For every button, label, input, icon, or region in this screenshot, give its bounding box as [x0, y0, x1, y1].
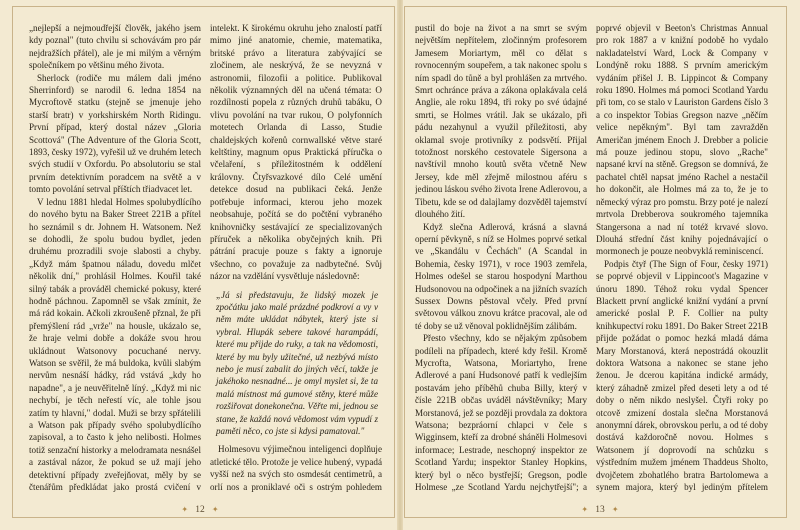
paragraph: poprvé objevil v Beeton's Christmas Annual pro rok 1887 a v knižní podobě ho vydalo nakladatelství Ward, Lock & Company v Londýně roku 1888. S prvním americkým vydáním přišel J. B. Lippincot & Company roku 1890. Holmes má pomoci Scotland Yardu při tom, co se stalo v Lauriston Gardens číslo 3 a co inspektor Tobias Gregson nazve „něčím velice nepěkným". Byl tam zavražděn Američan jménem Enoch J. Drebber a policie má pouze jedinou stopu, slovo „Rache" napsané krví na stěně. Gregson se domnívá, že pachatel chtěl napsat jméno Rachel a nestačil ho dokončit, ale Holmes má za to, že je to německý výraz pro pomstu. Brzy poté je nalezí mrtvola Drebberova soukromého tajemníka Stangersona a nad ní totéž krvavé slovo. Dlouhá střední část knihy pojednávající o mormonech je pouze neobvyklá reminiscencí. — [596, 23, 768, 257]
paragraph: Podpis čtyř (The Sign of Four, česky 1971) se poprvé objevil v Lippincoot's Magazine v únoru 1890. Téhož roku vydal Spencer Blackett první anglické knižní vydání a první americké poslal P. F. Collier na pulty knihkupectví roku 1891. Do Baker Street 221B přijde požádat o pomoc hezká mladá dáma Mary Morstanová, která nepostrádá okouzlit doktora Watsona a nakonec se stane jeho ženou. Je dcerou kapitána indické armády, který záhadně zmizel před deseti lety a od té doby o něm nikdo neslyšel. Čtyři roky po otcově zmizení dostala slečna Morstanová anonymní dárek, obrovskou perlu, a od té doby dostává každoročně novou. Holmes s Watsonem jí doprovodí na schůzku s výstředním mužem jménem Thaddeus Sholto, dvojčetem zbohatlého bratra Bartolomewa a synem majora, který byl jediným přítelem — [596, 258, 768, 493]
paragraph: Přesto všechny, kdo se nějakým způsobem podíleli na případech, které kdy řešil. Kromě Mycrofta, Watsona, Moriartyho, Irene Adlerové a paní Hudsonové patří k vedlejším postavám jeho příběhů chuba Billy, který v čísle 221B občas uváděl návštěvníky; Mary Morstanová, jež se později provdala za doktora Watsona; bezpráorní chlapci v čele s Wigginsem, kteří za drobné sháněli Holmesovi informace; Lestrade, neschopný inspektor ze Scotland Yardu; inspektor Stanley Hopkins, který byl o něco bystřejší; Gregson, podle Holmese „ze Scotland Yardu nejchytřejší"; a — [415, 333, 587, 493]
block-quote: „Já si představuju, že lidský mozek je zpočátku jako malé prázdné podkroví a vy v něm máte ukládat nábytek, který jste si vybral. Hlupák sebere takové harampádí, které mu přijde do ruky, a tak na vědomosti, které by mu byly užitečné, už nezbývá místo nebo je musí zabalit do jiných věcí, takže je jakéhoko nesnadné... je omyl myslet si, že ta malá místnost má gumové stěny, které může rozšiřovat donekonečna. Věřte mi, jednou se stane, že každá nová vědomost vám vypudí z paměti něco, co jste si kdysi pamatoval." — [216, 289, 378, 436]
ornament-icon: ✦ — [181, 505, 189, 514]
paragraph: V lednu 1881 hledal Holmes spolubydlícího do nového bytu na Baker Street 221B a přítel ho seznámil s dr. Johnem H. Watsonem. Než se dohodli, že spolu budou bydlet, jeden druhému prozradili svoje slabosti a chyby. „Když mám špatnou náladu, dovedu mlčet několik dní," prohlásil Holmes. Kouřil také silný tabák a prováděl chemické pokusy, které hodně páchnou. Zapomněl se však zmínit, že má rád kokain. Ačkoli zkroušeně přznal, že při přemýšlení rád „vrže" na housle, ukázalo se, že hraje velmi dobře a dokáže svou hrou ukládnout Watsonovy pocuchané nervy. Watson se svěřil, že má buldoka, kvůli slabým nervům nesnáší hádky, rád vstává „kdy ho napadne", a je neuvěřitelně líný. „Když mi nic nechybí, je těch neřestí víc, ale tohle jsou zatím ty hlavní," dodal. Muži se brzy spřátelili a Watson pak případy svého spolubydlícího zapisoval, a to často k jeho nelibosti. Holmes totiž senzační historky a melodramata nesnášel a zastával názor, že pokud se už mají jeho detektivní případy zveřejňovat, měly by se čtenářům předkládat jako prostá cvičení v — [29, 196, 201, 493]
ornament-icon: ✦ — [211, 505, 219, 514]
paragraph: „nejlepší a nejmoudřejší člověk, jakého jsem kdy poznal" (tuto chvilu si schovávám pro pár nejdražších přátel), ale je mi milým a věrným společníkem po většinu mého života. — [29, 23, 201, 71]
left-page-column-1 — [29, 22, 201, 494]
paragraph: Sherlock (rodiče mu málem dali jméno Sherrinford) se narodil 6. ledna 1854 na Mycroftově statku (stejně se jmenuje jeho starší bratr) v yorkshirském North Ridingu. První případ, který dostal název „Gloria Scottová" (The Adventure of the Gloria Scott, 1893, česky 1972), vyřešil už ve druhém letech svých studií v Oxfordu. Po absolutoriu se stal prvním detektivním poradcem na světě a v tomto povolání setrval příštích třiadvacet let. — [29, 72, 201, 195]
paragraph: intelekt. K širokému okruhu jeho znalostí patří mimo jiné anatomie, chemie, matematika, britské právo a literatura zabývající se zločinem, ale neskrývá, že se nevyzná v astronomii, filozofii a politice. Publikoval několik významných děl na učená témata: O rozdílnosti popela z různých druhů tabáku, O vlivu povolání na tvar rukou, O polyfonních motetech Orlanda di Lasso, Studie chaldejských kořenů cornwallské větve staré keltštiny, magnum opus Praktická příručka o včelaření, s příležitostném k oddělení královny. Čtyřsvazkové dílo Celé umění detekce dosud na publikaci čeká. Jenže potřebuje informaci, kterou jeho mozek neobsahuje, počítá se do počtění vybraného knihovničky sestávající ze specializovaných příruček a několika obyčejných knih. Při pátrání pracuje pouze s fakty a ignoruje všechno, co považuje za nadbytečné. Svůj názor na vzdělání vysvětluje následovně: — [210, 23, 382, 282]
left-page-number — [150, 505, 250, 515]
page-number-label: 12 — [195, 505, 205, 515]
right-page-number — [550, 505, 650, 515]
paragraph: pustil do boje na život a na smrt se svým největším nepřítelem, zločinným profesorem Jamesem Moriartym, měl co dělat s rovnocenným soupeřem, a tak nakonec spolu s ním spadl do tůně a byl prohlášen za mrtvého. Smrt ochránce práva a zákona oplakávala celá Anglie, ale roku 1894, tři roky po své údajné smrti, se Holmes vrátil. Jak se ukázalo, při pádu nezahynul a využil příležitosti, aby oklamal svoje protivníky z podsvětí. Přijal totožnost norského cestovatele Sigersona a navštívil mnoho koutů světa včetně New Jersey, kde měl zřejmě milostnou aféru s jedinou láskou svého života Irene Adlerovou, a Tibetu, kde se od dalajlamy dozvěděl tajemství dlouhého žití. — [415, 23, 587, 220]
book-gutter — [397, 0, 403, 530]
paragraph: Když slečna Adlerová, krásná a slavná operní pěvkyně, s níž se Holmes poprvé setkal ve „Skandálu v Čechách" (A Scandal in Bohemia, česky 1971), v roce 1903 zemřela, Holmes odešel se starou hospodyní Marthou Hudsonovou na odpočinek a na jižních svazích Sussex Downs pěstoval včely. Před první světovou válkou znovu krátce pracoval, ale od té doby se už věnoval poklidnějším zálibám. — [415, 221, 587, 331]
paragraph: Holmesovu výjimečnou inteligenci doplňuje atletické tělo. Protože je velice hubený, vypadá vyšší než na svých sto osmdesát centimetrů, a orlí nos a proniklavé oči s ostrým pohledem — [210, 444, 382, 492]
right-page-column-2 — [596, 22, 768, 494]
right-page-column-1 — [415, 22, 587, 494]
page-number-label: 13 — [595, 505, 605, 515]
ornament-icon: ✦ — [581, 505, 589, 514]
ornament-icon: ✦ — [611, 505, 619, 514]
left-page-column-2 — [210, 22, 382, 494]
